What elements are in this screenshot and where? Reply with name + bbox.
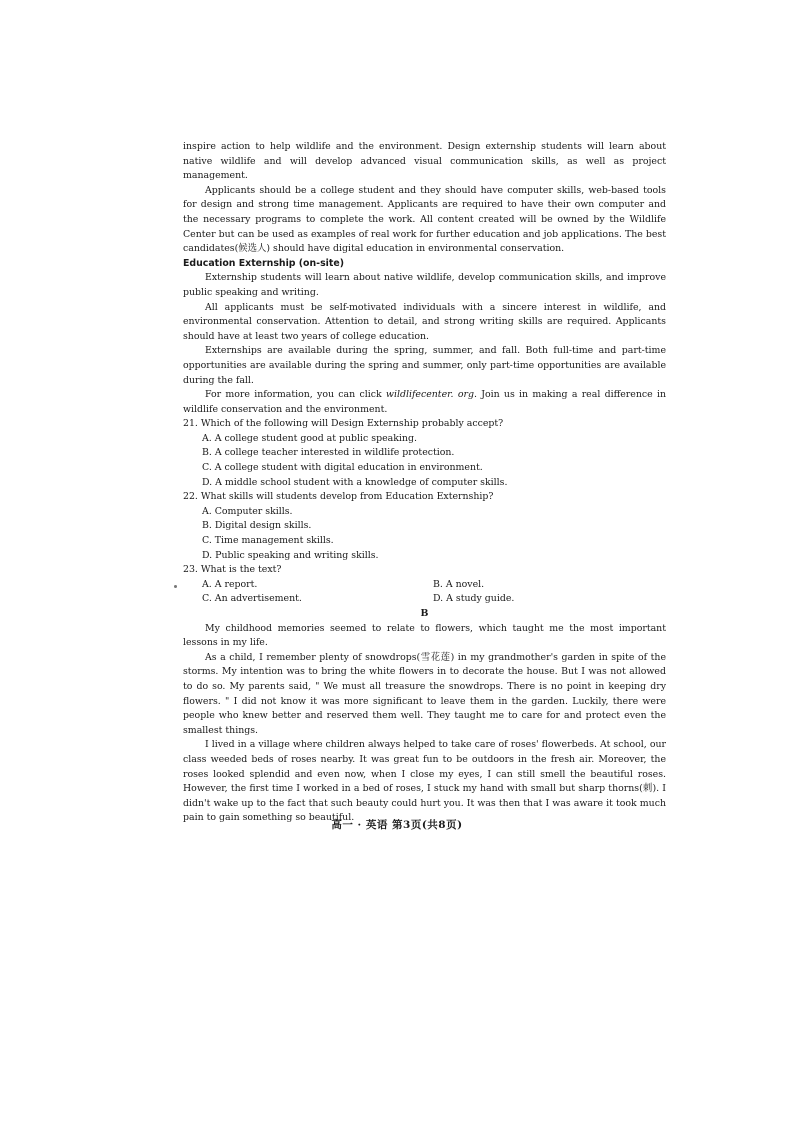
paragraph: I lived in a village where children always helped to take care of roses' flowerbeds. At school, our class weeded beds of roses nearby. It was great fun to be outdoors in the fresh air. Moreover, the roses looked splendid and even now, when I close my eyes, I can still smell the beautiful roses. However, the first time I worked in a bed of roses, I stuck my hand with small but sharp thorns(刺). I didn't wake up to the fact that such beauty could hurt you. It was then that I was aware it took much pain to gain something so beautiful.: [183, 739, 666, 824]
question-stem: 21. Which of the following will Design Externship probably accept?: [183, 418, 504, 430]
answer-option: B. A novel.: [433, 578, 485, 590]
more-info-text: . Join us in making a real difference in wildlife conservation and the environment.: [183, 389, 666, 415]
exam-page-content: [183, 140, 666, 826]
answer-option: D. A middle school student with a knowledge of computer skills.: [202, 476, 508, 488]
answer-option: C. An advertisement.: [202, 593, 302, 605]
answer-option: D. A study guide.: [433, 593, 515, 605]
question-stem: 23. What is the text?: [183, 564, 282, 576]
paragraph: My childhood memories seemed to relate to flowers, which taught me the most important lessons in my life.: [183, 622, 666, 649]
scan-mark: [174, 585, 177, 588]
website-link: wildlifecenter. org: [385, 389, 474, 401]
paragraph: All applicants must be self-motivated individuals with a sincere interest in wildlife, and environmental conservation. Attention to detail, and strong writing skills are required. Applicants should have at least two years of college education.: [183, 301, 666, 342]
answer-options-row: [202, 592, 666, 607]
paragraph: inspire action to help wildlife and the environment. Design externship students will learn about native wildlife and will develop advanced visual communication skills, as well as project management.: [183, 141, 666, 182]
paragraph: As a child, I remember plenty of snowdrops(雪花莲) in my grandmother's garden in spite of the storms. My intention was to bring the white flowers in to decorate the house. But I was not allowed to do so. My parents said, " We must all treasure the snowdrops. There is no point in keeping dry flowers. " I did not know it was more significant to leave them in the garden. Luckily, there were people who knew better and reserved them well. They taught me to care for and protect even the smallest things.: [183, 651, 666, 736]
answer-option: D. Public speaking and writing skills.: [202, 549, 379, 561]
question-stem: 22. What skills will students develop from Education Externship?: [183, 491, 494, 503]
answer-option: B. A college teacher interested in wildlife protection.: [202, 447, 455, 459]
answer-option: B. Digital design skills.: [202, 520, 312, 532]
section-heading: Education Externship (on-site): [183, 257, 344, 269]
answer-option: C. A college student with digital education in environment.: [202, 462, 483, 474]
page-footer: 高一 · 英语 第3页(共8页): [331, 819, 463, 831]
paragraph: [183, 388, 666, 417]
answer-option: C. Time management skills.: [202, 535, 334, 547]
answer-options-row: [202, 578, 666, 593]
answer-option: A. A report.: [202, 578, 258, 590]
paragraph: Applicants should be a college student and they should have computer skills, web-based tools for design and strong time management. Applicants are required to have their own computer and the necessary programs to complete the work. All content created will be owned by the Wildlife Center but can be used as examples of real work for further education and job applications. The best candidates(候选人) should have digital education in environmental conservation.: [183, 184, 666, 255]
paragraph: Externships are available during the spring, summer, and fall. Both full-time and part-time opportunities are available during the spring and summer, only part-time opportunities are available during the fall.: [183, 345, 666, 386]
section-label: B: [420, 608, 429, 619]
paragraph: Externship students will learn about native wildlife, develop communication skills, and improve public speaking and writing.: [183, 272, 666, 298]
answer-option: A. A college student good at public speaking.: [202, 432, 417, 444]
answer-option: A. Computer skills.: [202, 505, 293, 517]
more-info-text: For more information, you can click: [205, 389, 386, 401]
